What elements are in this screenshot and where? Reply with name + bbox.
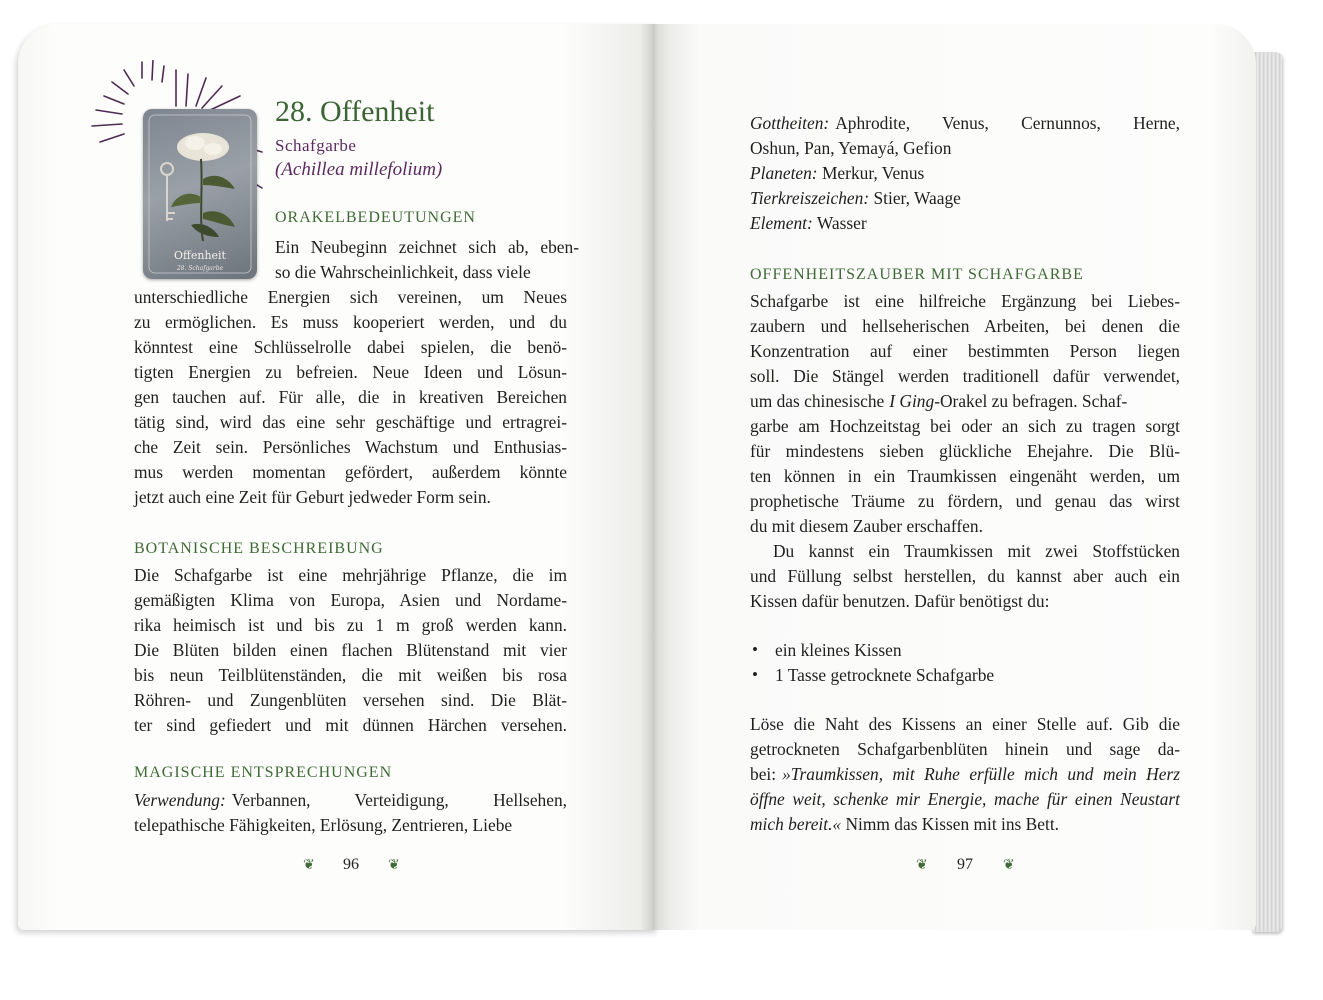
list-item: 1 Tasse getrocknete Schafgarbe <box>775 665 995 685</box>
label-gottheiten: Gottheiten: <box>750 113 830 133</box>
plant-name: Schafgarbe <box>275 136 357 155</box>
text-line: Löse die Naht des Kissens an einer Stelle auf. Gib die <box>750 714 1180 734</box>
text-line: tätig sind, wird das eine sehr geschäftige und ertragrei- <box>134 412 567 432</box>
text-line: bis neun Teilblütenständen, die mit weißen bis rosa <box>134 665 567 685</box>
text-line: Die Blüten bilden einen flachen Blütenstand mit vier <box>134 640 567 660</box>
bullet-icon: • <box>752 665 758 684</box>
section-heading-magisch: MAGISCHE ENTSPRECHUNGEN <box>134 764 393 781</box>
text-fragment: Wasser <box>816 213 867 233</box>
label-element: Element: <box>750 213 813 233</box>
correspondence-line: Oshun, Pan, Yemayá, Gefion <box>750 138 952 158</box>
page-number-left: 96 <box>343 856 359 873</box>
correspondence-line <box>750 188 961 209</box>
book-gutter <box>640 24 670 930</box>
latin-name: (Achillea millefolium) <box>275 159 443 180</box>
text-fragment: Verbannen, Verteidigung, Hellsehen, <box>231 790 567 810</box>
text-line <box>750 814 1059 835</box>
text-fragment-italic: mich bereit.« <box>750 814 842 834</box>
label-verwendung: Verwendung: <box>134 790 226 810</box>
text-line: ten können in ein Traumkissen eingenäht werden, um <box>750 466 1180 486</box>
text-line: Schafgarbe ist eine hilfreiche Ergänzung bei Liebes- <box>750 291 1180 311</box>
text-line: che Zeit sein. Persönliches Wachstum und Enthusias- <box>134 437 567 457</box>
text-line: Konzentration auf einer bestimmten Person liegen <box>750 341 1180 361</box>
text-line: Die Schafgarbe ist eine mehrjährige Pflanze, die im <box>134 565 567 585</box>
leaf-ornament-icon: ❦ <box>916 857 928 873</box>
list-item: ein kleines Kissen <box>775 640 902 660</box>
page-number-right: 97 <box>957 856 973 873</box>
text-line: Du kannst ein Traumkissen mit zwei Stoffstücken <box>773 541 1180 561</box>
text-fragment: bei: <box>750 764 777 784</box>
text-line: zaubern und hellseherischen Arbeiten, bei denen die <box>750 316 1180 336</box>
section-heading-zauber: OFFENHEITSZAUBER MIT SCHAFGARBE <box>750 266 1084 283</box>
text-line <box>134 790 567 811</box>
page-block-edge <box>1252 52 1282 932</box>
bullet-icon: • <box>752 640 758 659</box>
label-tierkreiszeichen: Tierkreiszeichen: <box>750 188 870 208</box>
text-line: prophetische Träume zu fördern, und genau das wirst <box>750 491 1180 511</box>
text-fragment: Aphrodite, Venus, Cernunnos, Herne, <box>835 113 1180 133</box>
section-heading-botanisch: BOTANISCHE BESCHREIBUNG <box>134 540 384 557</box>
text-line <box>750 391 1180 412</box>
text-line: garbe am Hochzeitstag bei oder an sich zu tragen sorgt <box>750 416 1180 436</box>
text-fragment: Stier, Waage <box>873 188 961 208</box>
text-fragment: um das chinesische <box>750 391 885 411</box>
text-line: unterschiedliche Energien sich vereinen, um Neues <box>134 287 567 307</box>
text-line: du mit diesem Zauber erschaffen. <box>750 516 983 536</box>
text-line: Kissen dafür benutzen. Dafür benötigst du: <box>750 591 1050 611</box>
text-fragment-italic: öffne weit, schenke mir Energie, mache für einen Neustart <box>750 789 1180 809</box>
text-line: soll. Die Stängel werden traditionell dafür verwendet, <box>750 366 1180 386</box>
text-line: getrockneten Schafgarbenblüten hinein und sage da- <box>750 739 1180 759</box>
text-line: könntest eine Schlüsselrolle dabei spielen, die benö- <box>134 337 567 357</box>
text-fragment: Nimm das Kissen mit ins Bett. <box>845 814 1060 834</box>
correspondence-line <box>750 113 1180 134</box>
chapter-title: 28. Offenheit <box>275 95 435 128</box>
correspondence-line <box>750 213 867 234</box>
leaf-ornament-icon: ❦ <box>303 857 315 873</box>
text-line: Röhren- und Zungenblüten versehen sind. Die Blät- <box>134 690 567 710</box>
card-title: Offenheit <box>174 249 226 262</box>
text-fragment: Merkur, Venus <box>821 163 925 183</box>
text-line: rika heimisch ist und bis zu 1 m groß werden kann. <box>134 615 567 635</box>
text-line: jetzt auch eine Zeit für Geburt jedweder Form sein. <box>134 487 491 507</box>
text-line: telepathische Fähigkeiten, Erlösung, Zentrieren, Liebe <box>134 815 513 835</box>
text-line: zu ermöglichen. Es muss kooperiert werden, und du <box>134 312 567 332</box>
correspondence-line <box>750 163 924 184</box>
oracle-card-image <box>143 109 257 279</box>
text-line: und Füllung selbst herstellen, du kannst aber auch ein <box>750 566 1180 586</box>
text-fragment: -Orakel zu befragen. Schaf- <box>934 391 1128 411</box>
text-line: Ein Neubeginn zeichnet sich ab, eben- <box>275 237 579 257</box>
text-line <box>750 764 1180 785</box>
text-line-italic <box>750 789 1180 810</box>
section-heading-orakel: ORAKELBEDEUTUNGEN <box>275 209 476 226</box>
text-line: ter sind gefiedert und mit dünnen Härchen versehen. <box>134 715 567 735</box>
text-line: so die Wahrscheinlichkeit, dass viele <box>275 262 531 282</box>
text-line: tigten Energien zu befreien. Neue Ideen und Lösun- <box>134 362 567 382</box>
text-line: gen tauchen auf. Für alle, die in kreativen Bereichen <box>134 387 567 407</box>
text-fragment-italic: »Traumkissen, mit Ruhe erfülle mich und mein Herz <box>782 764 1180 784</box>
leaf-ornament-icon: ❦ <box>1003 857 1015 873</box>
card-subtitle: 28. Schafgarbe <box>176 265 224 272</box>
text-line: mus werden momentan gefördert, außerdem könnte <box>134 462 567 482</box>
text-line: für mindestens sieben glückliche Ehejahre. Die Blü- <box>750 441 1180 461</box>
label-planeten: Planeten: <box>750 163 818 183</box>
text-fragment-italic: I Ging <box>889 391 935 411</box>
text-line: gemäßigten Klima von Europa, Asien und Nordame- <box>134 590 567 610</box>
leaf-ornament-icon: ❦ <box>388 857 400 873</box>
